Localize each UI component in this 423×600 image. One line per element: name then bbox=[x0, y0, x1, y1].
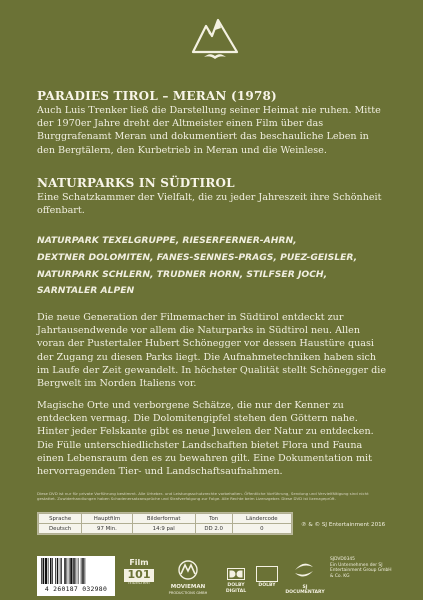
info-value: 14:9 pal bbox=[132, 524, 195, 534]
parks-line: SARNTALER ALPEN bbox=[37, 285, 135, 297]
parks-list bbox=[37, 233, 397, 300]
movieman-logo bbox=[168, 558, 208, 580]
parks-line: NATURPARK SCHLERN, TRUDNER HORN, STILFSER JOCH, bbox=[37, 268, 328, 280]
sj-documentary-logo bbox=[291, 557, 317, 583]
section-title-naturparks: NATURPARKS IN SÜDTIROL bbox=[37, 176, 235, 190]
section-text-meran: Auch Luis Trenker ließ die Darstellung seiner Heimat nie ruhen. Mitte der 1970er Jahre dreht der Altmeister einen Film über das Burggrafenamt Meran und dokumentiert das beschauliche Leben in den Bergtälern, den Kurbetrieb in Meran und die Weinlese. bbox=[37, 105, 381, 156]
info-header: Hauptfilm bbox=[82, 514, 133, 524]
movieman-name: MOVIEMAN bbox=[170, 584, 206, 590]
movieman-sub: PRODUCTIONS GMBH bbox=[168, 591, 208, 595]
info-value: 0 bbox=[232, 524, 291, 534]
film101-number: 101 bbox=[127, 568, 151, 581]
dolby-digital-label: DOLBY DIGITAL bbox=[225, 583, 247, 594]
film101-sub: münchen bbox=[128, 581, 150, 586]
section-text-naturparks: Eine Schatzkammer der Vielfalt, die zu jeder Jahreszeit ihre Schönheit offenbart. bbox=[37, 192, 382, 217]
barcode-bars bbox=[41, 558, 111, 584]
mountain-eagle-logo bbox=[190, 14, 240, 64]
sj-company-text: Ein Unternehmen der SJ Entertainment Group GmbH & Co. KG bbox=[330, 562, 392, 579]
section-title-meran: PARADIES TIROL – MERAN (1978) bbox=[37, 89, 277, 103]
copyright-notice: ℗ & © SJ Entertainment 2016 bbox=[301, 522, 386, 528]
legal-small-print: Diese DVD ist nur für private Vorführung bestimmt. Alle Urheber- und Leistungsschutzrechte vorbehalten. Öffentliche Vorführung, Sendung und Vervielfältigung sind nicht gestattet. Zuwiderhandlungen haben Schadenersatzansprüche und Strafverfolgung zur Folge. Alle Rechte beim Lizenzgeber. Diese DVD ist lizenzgeprüft. bbox=[37, 491, 369, 501]
parks-line: NATURPARK TEXELGRUPPE, RIESERFERNER-AHRN, bbox=[37, 235, 297, 246]
info-value: 97 Min. bbox=[82, 524, 133, 534]
dvd-info-table bbox=[37, 512, 293, 535]
paragraph-magic-places: Magische Orte und verborgene Schätze, die nur der Kenner zu entdecken vermag. Die Dolomitengipfel stehen den Göttern nahe. Hinter jeder Felskante gibt es neue Juwelen der Natur zu entdecken. Die Fülle unterschiedlichster Landschaften bietet Flora und Fauna einen Lebensraum den es zu bewahren gilt. Eine Dokumentation mit hervorragenden Tier- und Landschaftsaufnahmen. bbox=[37, 400, 374, 478]
film101-top: Film bbox=[129, 558, 149, 567]
product-code: SJDVD0345 bbox=[330, 557, 355, 562]
info-header: Ländercode bbox=[232, 514, 291, 524]
sj-documentary-label: SJ DOCUMENTARY bbox=[285, 585, 325, 595]
barcode-number: 4 260187 032980 bbox=[44, 585, 108, 593]
info-header: Sprache bbox=[39, 514, 82, 524]
dolby-icon bbox=[256, 566, 278, 582]
paragraph-generation: Die neue Generation der Filmemacher in Südtirol entdeckt zur Jahrtausendwende vor allem die Naturparks in Südtirol neu. Allen voran der Pustertaler Hubert Schönegger vor dessen Haustüre quasi der Zugang zu diesen Parks liegt. Die Aufnahmetechniken haben sich im Laufe der Zeit gewandelt. In höchster Qualität stellt Schönegger die Bergwelt im Norden Italiens vor. bbox=[37, 312, 387, 390]
dolby-label: DOLBY bbox=[258, 583, 276, 588]
info-header: Ton bbox=[195, 514, 232, 524]
movieman-text bbox=[160, 584, 216, 596]
info-value: DD 2.0 bbox=[195, 524, 232, 534]
info-value: Deutsch bbox=[39, 524, 82, 534]
dolby-digital-icon bbox=[227, 568, 245, 580]
film101-text bbox=[122, 558, 156, 587]
barcode bbox=[37, 556, 115, 596]
sj-info bbox=[330, 557, 394, 579]
parks-line: DEXTNER DOLOMITEN, FANES-SENNES-PRAGS, PUEZ-GEISLER, bbox=[37, 251, 358, 263]
info-header: Bilderformat bbox=[132, 514, 195, 524]
